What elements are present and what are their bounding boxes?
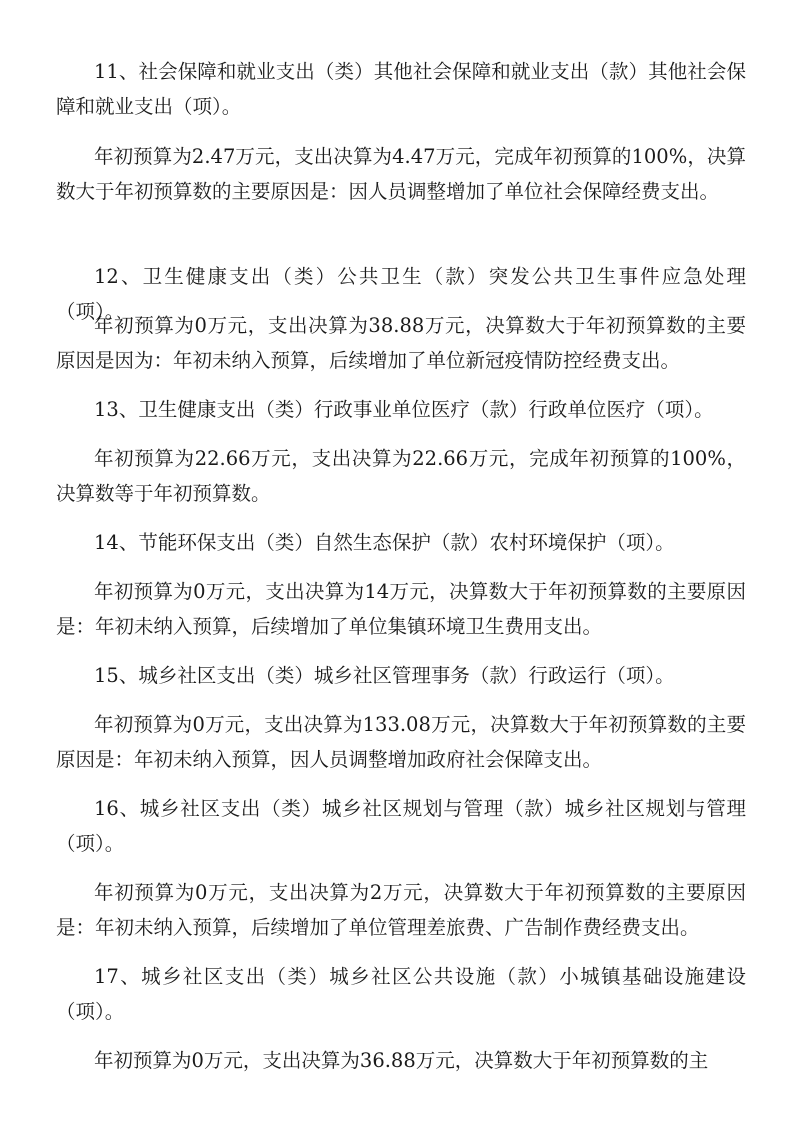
item-17-body: 年初预算为0万元，支出决算为36.88万元，决算数大于年初预算数的主 bbox=[94, 1049, 709, 1072]
item-14-body: 年初预算为0万元，支出决算为14万元，决算数大于年初预算数的主要原因是：年初未纳入预算，后续增加了单位集镇环境卫生费用支出。 bbox=[56, 580, 746, 638]
item-15-body: 年初预算为0万元，支出决算为133.08万元，决算数大于年初预算数的主要原因是：年初未纳入预算，因人员调整增加政府社会保障支出。 bbox=[56, 713, 746, 771]
item-13-body: 年初预算为22.66万元，支出决算为22.66万元，完成年初预算的100%，决算数等于年初预算数。 bbox=[56, 447, 746, 505]
item-12-body: 年初预算为0万元，支出决算为38.88万元，决算数大于年初预算数的主要原因是因为：年初未纳入预算，后续增加了单位新冠疫情防控经费支出。 bbox=[56, 314, 746, 372]
item-11-heading: 11、社会保障和就业支出（类）其他社会保障和就业支出（款）其他社会保障和就业支出（项）。 bbox=[56, 60, 746, 118]
item-15-heading: 15、城乡社区支出（类）城乡社区管理事务（款）行政运行（项）。 bbox=[94, 664, 675, 687]
item-13-heading: 13、卫生健康支出（类）行政事业单位医疗（款）行政单位医疗（项）。 bbox=[94, 398, 714, 421]
item-17-heading: 17、城乡社区支出（类）城乡社区公共设施（款）小城镇基础设施建设（项）。 bbox=[56, 965, 746, 1023]
item-16-body: 年初预算为0万元，支出决算为2万元，决算数大于年初预算数的主要原因是：年初未纳入预算，后续增加了单位管理差旅费、广告制作费经费支出。 bbox=[56, 881, 746, 939]
item-16-heading: 16、城乡社区支出（类）城乡社区规划与管理（款）城乡社区规划与管理（项）。 bbox=[56, 797, 746, 855]
item-11-body: 年初预算为2.47万元，支出决算为4.47万元，完成年初预算的100%，决算数大于年初预算数的主要原因是：因人员调整增加了单位社会保障经费支出。 bbox=[56, 145, 746, 203]
item-12-heading: 12、卫生健康支出（类）公共卫生（款）突发公共卫生事件应急处理（项）。 bbox=[56, 265, 746, 323]
item-14-heading: 14、节能环保支出（类）自然生态保护（款）农村环境保护（项）。 bbox=[94, 531, 675, 554]
